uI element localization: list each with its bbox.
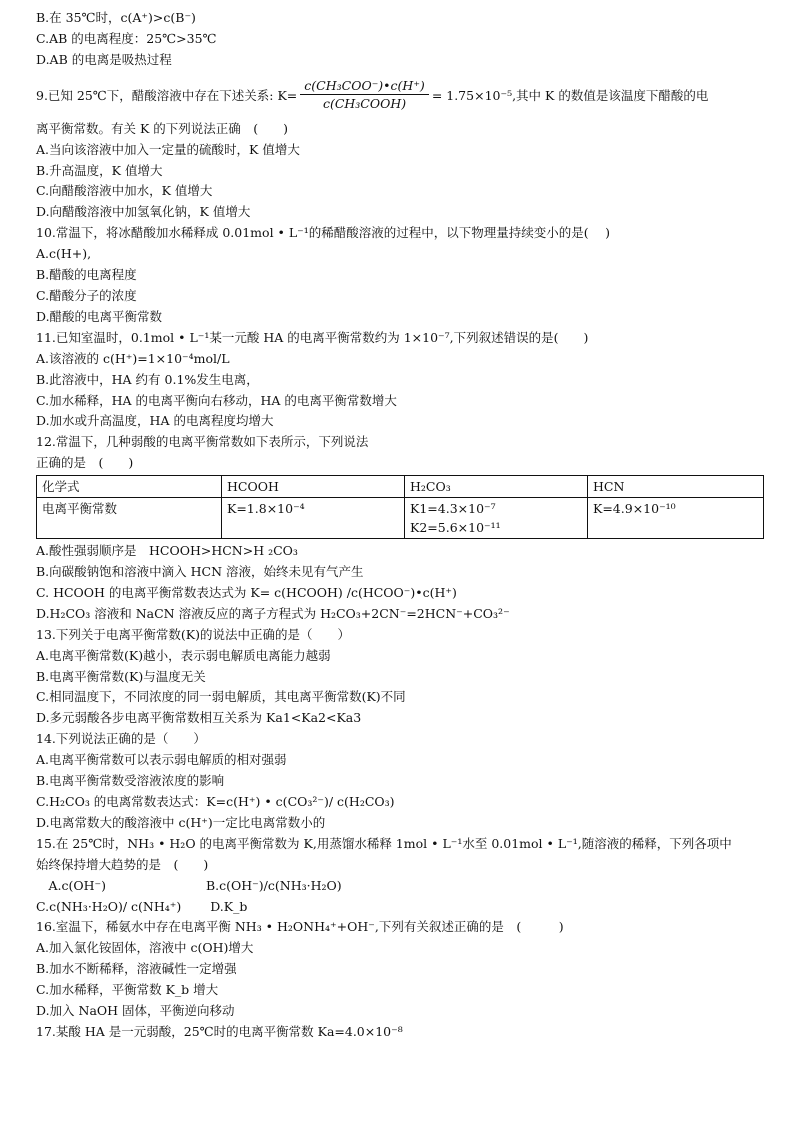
question-9 — [36, 71, 764, 224]
option-line: A.当向该溶液中加入一定量的硫酸时，K 值增大 — [36, 141, 300, 157]
question-13 — [36, 625, 764, 730]
option-line: B.醋酸的电离程度 — [36, 267, 137, 283]
option-line: A.c(H+), — [36, 246, 92, 262]
q12-stem: 12.常温下，几种弱酸的电离平衡常数如下表所示，下列说法 — [36, 434, 369, 450]
option-line: A.电离平衡常数可以表示弱电解质的相对强弱 — [36, 752, 287, 768]
option-line: B.电离平衡常数受溶液浓度的影响 — [36, 773, 225, 789]
table-header-cell: HCOOH — [222, 476, 405, 498]
q12-stem-cont: 正确的是 ( ) — [36, 455, 134, 471]
option-line: C.醋酸分子的浓度 — [36, 287, 137, 303]
q8-options — [36, 8, 764, 71]
option-line: C.AB 的电离程度：25℃>35℃ — [36, 30, 217, 46]
q13-stem: 13.下列关于电离平衡常数(K)的说法中正确的是（ ） — [36, 626, 350, 642]
q10-stem: 10.常温下，将冰醋酸加水稀释成 0.01mol • L⁻¹的稀醋酸溶液的过程中，以下物理量持续变小的是( ) — [36, 225, 611, 241]
q9-suffix: = 1.75×10⁻⁵,其中 K 的数值是该温度下醋酸的电 — [431, 87, 709, 103]
option-line: C. HCOOH 的电离平衡常数表达式为 K= c(HCOOH) /c(HCOO⁻)•c(H⁺) — [36, 584, 457, 600]
option-line: A.该溶液的 c(H⁺)=1×10⁻⁴mol/L — [36, 350, 230, 366]
option-line: A.电离平衡常数(K)越小，表示弱电解质电离能力越弱 — [36, 647, 331, 663]
question-16 — [36, 917, 764, 1022]
table-header-cell: 化学式 — [37, 476, 222, 498]
option-line: A.酸性强弱顺序是 HCOOH>HCN>H ₂CO₃ — [36, 543, 298, 559]
question-12 — [36, 432, 764, 624]
table-row-label: 电离平衡常数 — [37, 498, 222, 539]
k-numerator: c(CH₃COO⁻)•c(H⁺) — [304, 78, 425, 94]
option-line: D.加水或升高温度，HA 的电离程度均增大 — [36, 413, 274, 429]
q15-stem: 15.在 25℃时，NH₃ • H₂O 的电离平衡常数为 K,用蒸馏水稀释 1mol • L⁻¹水至 0.01mol • L⁻¹,随溶液的稀释，下列各项中 — [36, 835, 732, 851]
option-line: A.c(OH⁻) B.c(OH⁻)/c(NH₃·H₂O) — [36, 877, 342, 893]
ionization-constant-table — [36, 475, 764, 539]
option-line: D.醋酸的电离平衡常数 — [36, 308, 163, 324]
option-line: C.向醋酸溶液中加水，K 值增大 — [36, 183, 213, 199]
q9-stem-cont: 离平衡常数。有关 K 的下列说法正确 ( ) — [36, 120, 289, 136]
worksheet-page — [36, 8, 764, 1043]
question-14 — [36, 729, 764, 834]
option-line: C.相同温度下，不同浓度的同一弱电解质，其电离平衡常数(K)不同 — [36, 689, 406, 705]
table-cell-h2co3 — [405, 498, 588, 539]
table-cell-hcn: K=4.9×10⁻¹⁰ — [588, 498, 764, 539]
option-line: B.加水不断稀释，溶液碱性一定增强 — [36, 961, 237, 977]
q9-prefix: 9.已知 25℃下，醋酸溶液中存在下述关系: K= — [36, 87, 298, 103]
option-line: B.升高温度，K 值增大 — [36, 162, 163, 178]
option-line: D.电离常数大的酸溶液中 c(H⁺)一定比电离常数小的 — [36, 814, 326, 830]
option-line: D.H₂CO₃ 溶液和 NaCN 溶液反应的离子方程式为 H₂CO₃+2CN⁻=2HCN⁻+CO₃²⁻ — [36, 605, 510, 621]
option-line: A.加入氯化铵固体，溶液中 c(OH)增大 — [36, 940, 254, 956]
question-10 — [36, 223, 764, 328]
q15-stem-cont: 始终保持增大趋势的是 ( ) — [36, 856, 209, 872]
option-line: D.AB 的电离是吸热过程 — [36, 51, 172, 67]
q14-stem: 14.下列说法正确的是（ ） — [36, 731, 206, 747]
option-line: B.在 35℃时，c(A⁺)>c(B⁻) — [36, 10, 196, 25]
q17-stem: 17.某酸 HA 是一元弱酸，25℃时的电离平衡常数 Ka=4.0×10⁻⁸ — [36, 1023, 403, 1039]
q16-stem: 16.室温下，稀氨水中存在电离平衡 NH₃ • H₂ONH₄⁺+OH⁻,下列有关叙述正确的是 ( ) — [36, 919, 564, 935]
h2co3-k2: K2=5.6×10⁻¹¹ — [410, 520, 501, 536]
k-fraction — [300, 78, 429, 111]
table-header-cell: HCN — [588, 476, 764, 498]
q11-stem: 11.已知室温时，0.1mol • L⁻¹某一元酸 HA 的电离平衡常数约为 1×10⁻⁷,下列叙述错误的是( ) — [36, 329, 589, 345]
question-11 — [36, 328, 764, 433]
question-15 — [36, 834, 764, 918]
table-header-cell: H₂CO₃ — [405, 476, 588, 498]
option-line: C.加水稀释，HA 的电离平衡向右移动，HA 的电离平衡常数增大 — [36, 392, 397, 408]
option-line: D.多元弱酸各步电离平衡常数相互关系为 Ka1<Ka2<Ka3 — [36, 710, 362, 726]
table-row — [37, 498, 764, 539]
option-line: B.向碳酸钠饱和溶液中滴入 HCN 溶液，始终未见有气产生 — [36, 564, 364, 580]
q9-stem — [36, 71, 764, 119]
question-17 — [36, 1022, 764, 1043]
option-line: C.H₂CO₃ 的电离常数表达式：K=c(H⁺) • c(CO₃²⁻)/ c(H₂CO₃) — [36, 794, 395, 809]
table-header-row — [37, 476, 764, 498]
option-line: B.电离平衡常数(K)与温度无关 — [36, 668, 206, 684]
option-line: D.加入 NaOH 固体，平衡逆向移动 — [36, 1003, 235, 1019]
table-cell-hcooh: K=1.8×10⁻⁴ — [222, 498, 405, 539]
option-line: D.向醋酸溶液中加氢氧化钠，K 值增大 — [36, 204, 251, 220]
k-denominator: c(CH₃COOH) — [322, 96, 407, 112]
option-line: C.c(NH₃·H₂O)/ c(NH₄⁺) D.K_b — [36, 898, 248, 914]
option-line: B.此溶液中，HA 约有 0.1%发生电离， — [36, 371, 259, 387]
option-line: C.加水稀释，平衡常数 K_b 增大 — [36, 982, 219, 998]
h2co3-k1: K1=4.3×10⁻⁷ — [410, 501, 496, 517]
